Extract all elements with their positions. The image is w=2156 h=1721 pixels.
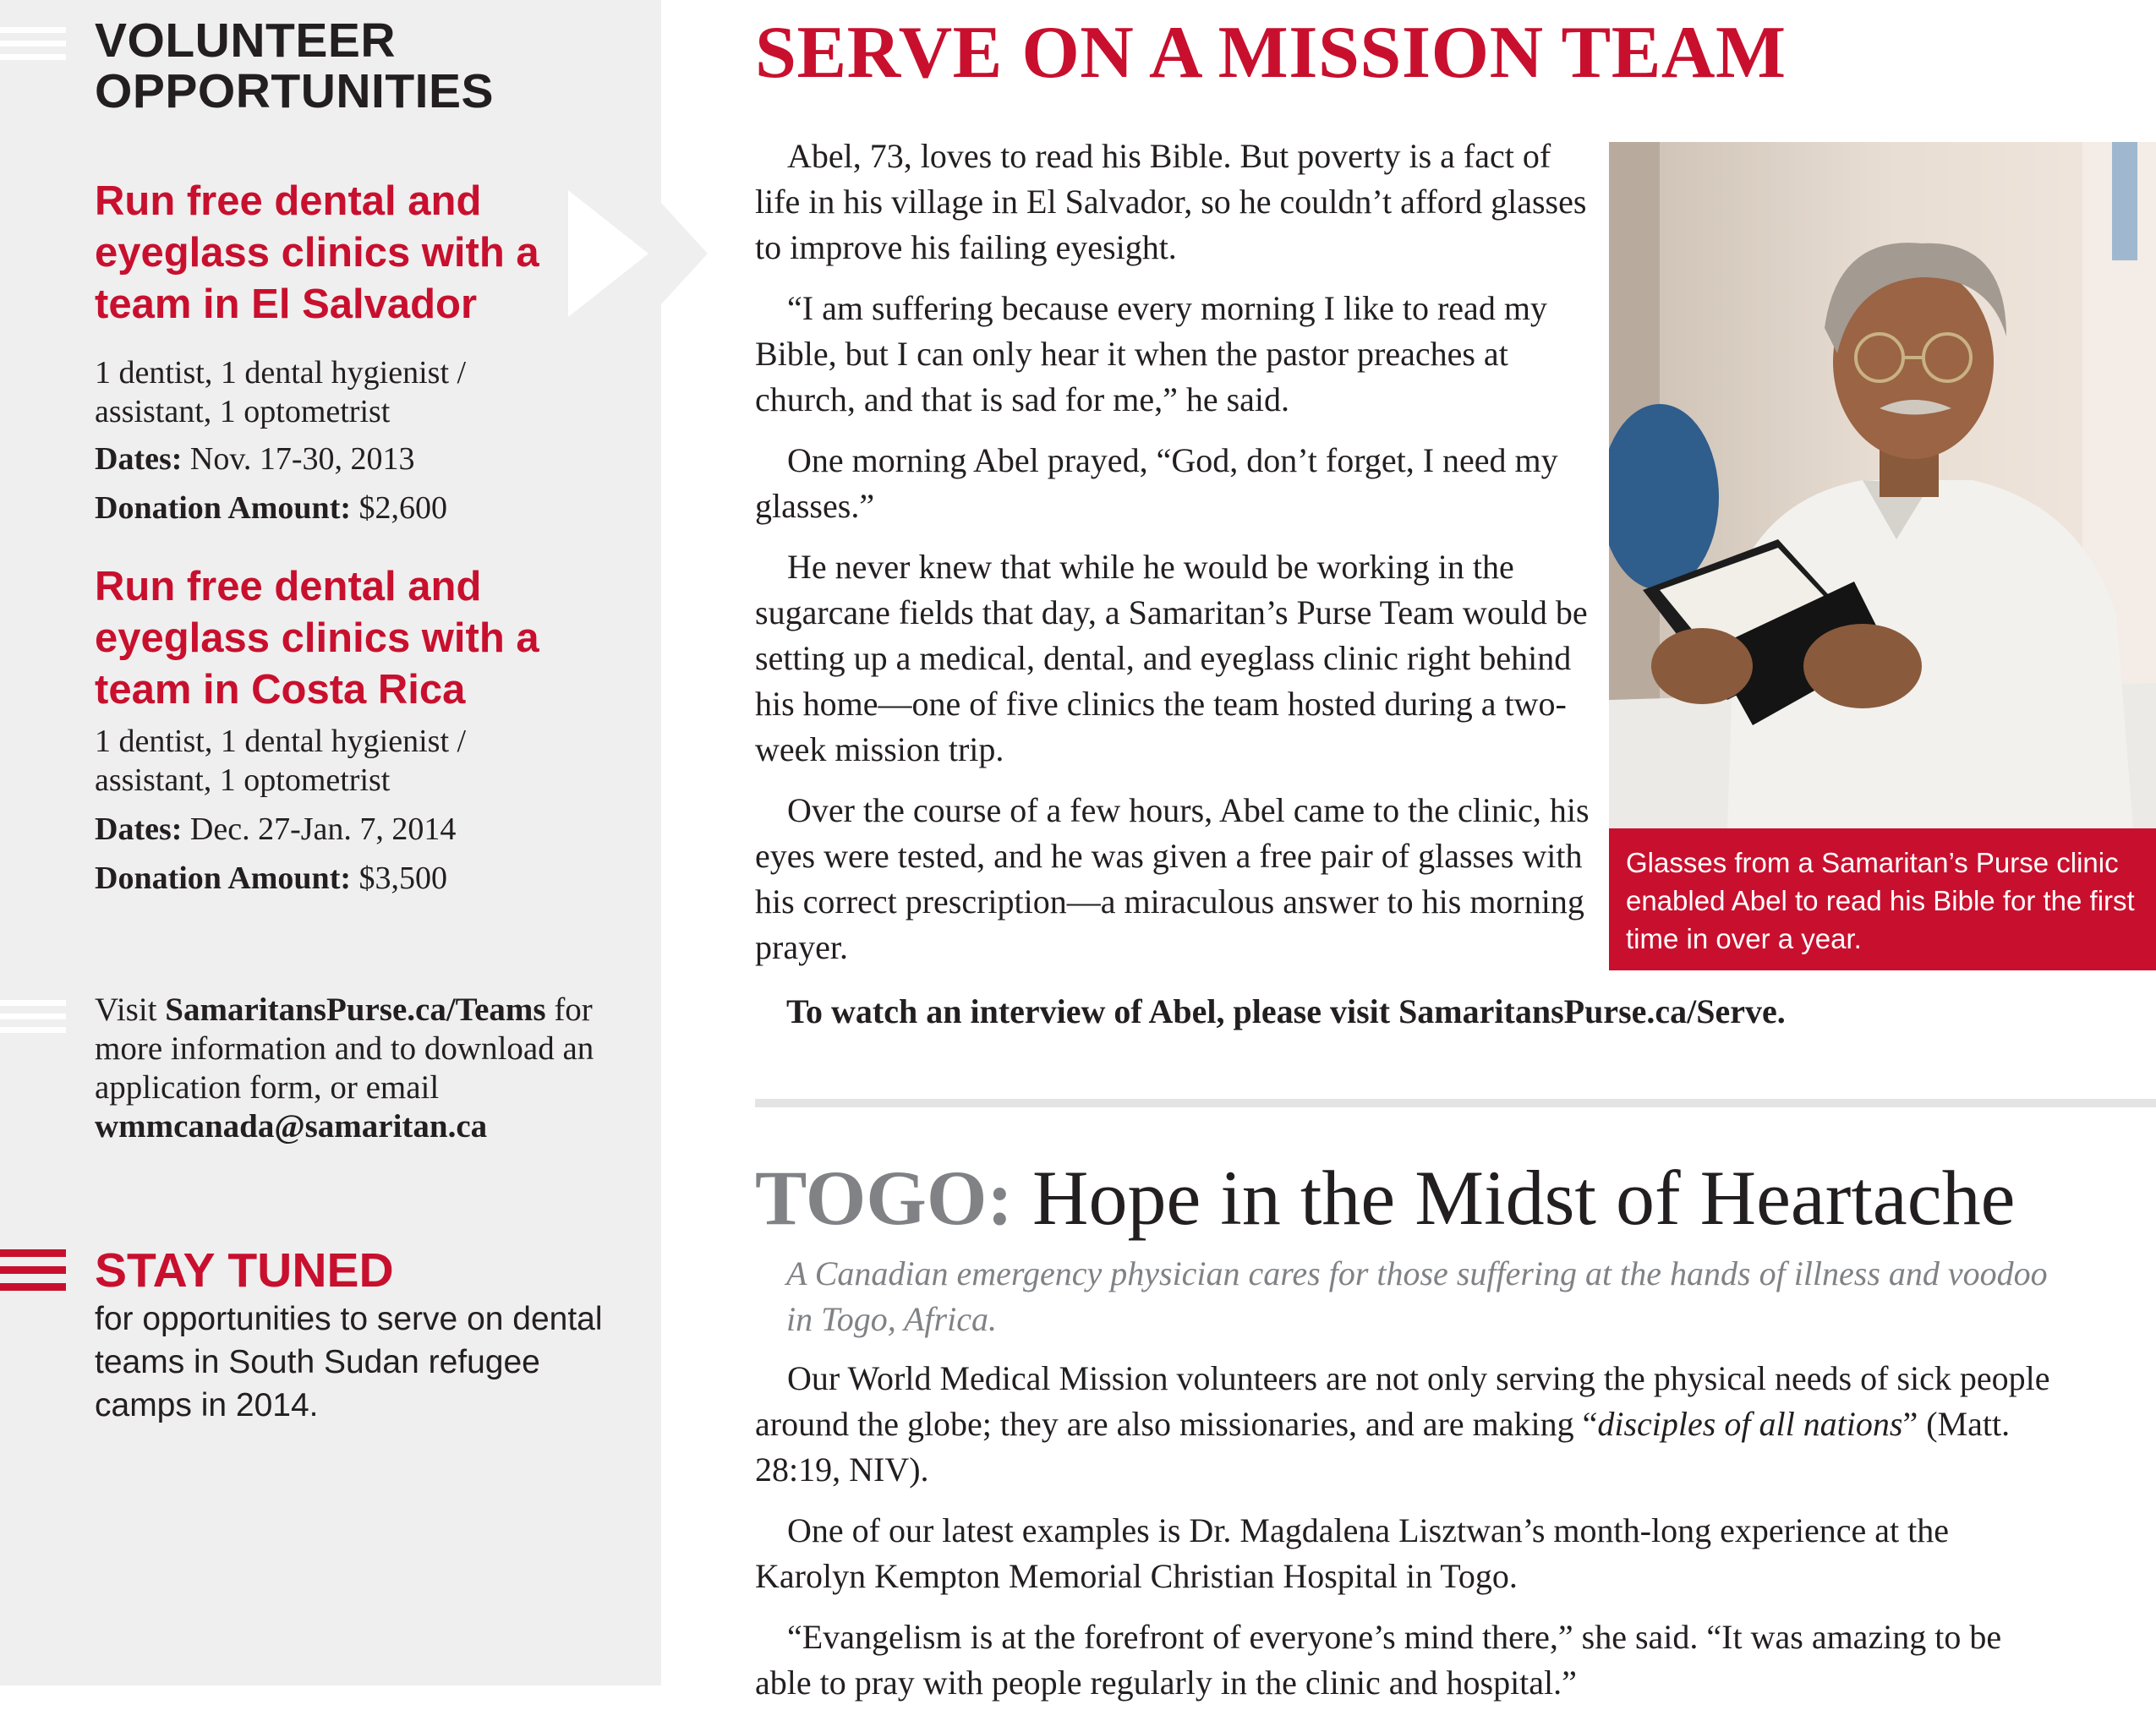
opportunity-title-costa-rica: Run free dental and eyeglass clinics with a team in Costa Rica [95,564,539,713]
photo-caption: Glasses from a Samaritan’s Purse clinic enabled Abel to read his Bible for the first time in over a year. [1609,828,2156,970]
watch-interview-link[interactable]: To watch an interview of Abel, please visit SamaritansPurse.ca/Serve. [786,992,1786,1030]
opportunity-dates: Dates: Dec. 27-Jan. 7, 2014 [95,811,457,847]
opportunity-roles: 1 dentist, 1 dental hygienist / assistant, 1 optometrist [95,355,467,429]
togo-headline-text: Hope in the Midst of Heartache [1013,1155,2016,1241]
opportunity-title-el-salvador: Run free dental and eyeglass clinics with a team in El Salvador [95,178,539,327]
opportunity-roles: 1 dentist, 1 dental hygienist / assistant, 1 optometrist [95,724,467,798]
visit-info: Visit SamaritansPurse.ca/Teams for more information and to download an application form, or email wmmcanada@samaritan.ca [95,992,594,1145]
togo-headline [755,1151,2015,1244]
opportunity-donation: Donation Amount: $3,500 [95,860,447,896]
stay-tuned-text: for opportunities to serve on dental teams in South Sudan refugee camps in 2014. [95,1301,603,1423]
togo-deck: A Canadian emergency physician cares for those suffering at the hands of illness and voodoo in Togo, Africa. [786,1254,2048,1338]
volunteer-sidebar [0,0,661,1685]
article-paragraph: He never knew that while he would be working in the sugarcane fields that day, a Samaritan’s Purse Team would be setting up a medical, dental, and eyeglass clinic right behind his home—one of five clinics the team hosted during a two-week mission trip. [755,548,1588,768]
togo-paragraph: One of our latest examples is Dr. Magdalena Lisztwan’s month-long experience at the Karolyn Kempton Memorial Christian Hospital in Togo. [755,1511,1950,1595]
article-paragraph: “I am suffering because every morning I like to read my Bible, but I can only hear it when the pastor preaches at church, and that is sad for me,” he said. [755,289,1547,418]
red-lines-icon [0,1249,66,1300]
sidebar-title-line2: OPPORTUNITIES [95,64,495,118]
article-title: SERVE ON A MISSION TEAM [755,12,1787,94]
article-paragraph: Over the course of a few hours, Abel came to the clinic, his eyes were tested, and he was given a free pair of glasses with his correct prescription—a miraculous answer to his morning prayer. [755,791,1590,966]
teams-link[interactable]: SamaritansPurse.ca/Teams [165,992,546,1028]
email-link[interactable]: wmmcanada@samaritan.ca [95,1108,488,1145]
opportunity-dates: Dates: Nov. 17-30, 2013 [95,441,415,477]
article-body [755,134,1601,986]
menu-lines-icon [0,1000,66,1041]
sidebar-title-line1: VOLUNTEER [95,14,397,68]
abel-reading-photo [1609,142,2156,828]
togo-country: TOGO: [755,1155,1014,1241]
sidebar-title [95,15,494,117]
menu-lines-icon [0,27,66,68]
section-divider [755,1099,2156,1107]
opportunity-donation: Donation Amount: $2,600 [95,490,447,526]
arrow-pointer-icon [568,190,648,317]
article-paragraph: Abel, 73, loves to read his Bible. But poverty is a fact of life in his village in El Salvador, so he couldn’t afford glasses to improve his failing eyesight. [755,137,1587,266]
togo-body [755,1356,2057,1721]
stay-tuned-title: STAY TUNED [95,1243,394,1298]
togo-paragraph: “Evangelism is at the forefront of everyone’s mind there,” she said. “It was amazing to be able to pray with people regularly in the clinic and hospital.” [755,1618,2002,1702]
togo-paragraph: Our World Medical Mission volunteers are not only serving the physical needs of sick people around the globe; they are also missionaries, and are making “disciples of all nations” (Matt. 28:19, NIV). [755,1359,2050,1489]
article-paragraph: One morning Abel prayed, “God, don’t forget, I need my glasses.” [755,441,1558,525]
sidebar-arrow-icon [661,203,708,304]
